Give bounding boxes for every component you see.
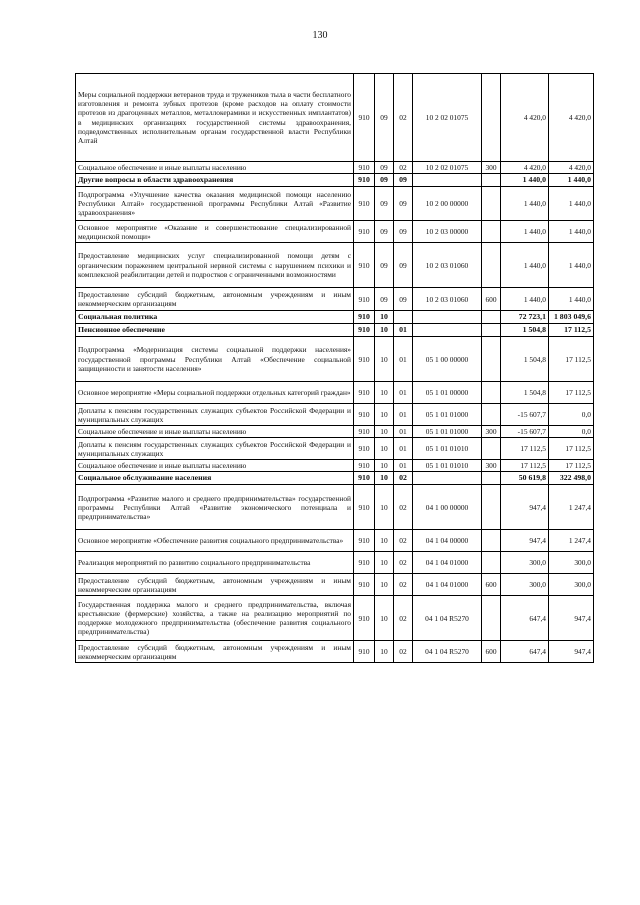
- table-row: [76, 460, 594, 472]
- item-name-cell: Доплаты к пенсиям государственных служащих субъектов Российской Федерации и муниципальных служащих: [76, 404, 354, 426]
- table-row: [76, 187, 594, 221]
- section-code-cell: 10: [375, 438, 394, 460]
- item-name-cell: Основное мероприятие «Меры социальной поддержки отдельных категорий граждан»: [76, 382, 354, 404]
- subsection-code-cell: 09: [394, 288, 413, 311]
- table-row: [76, 552, 594, 574]
- target-article-code-cell: 10 2 02 01075: [413, 162, 482, 174]
- section-code-cell: 10: [375, 574, 394, 596]
- subsection-code-cell: 01: [394, 460, 413, 472]
- grbs-code-cell: 910: [354, 472, 375, 485]
- expense-type-code-cell: 300: [482, 162, 501, 174]
- target-article-code-cell: [413, 311, 482, 324]
- target-article-code-cell: [413, 472, 482, 485]
- target-article-code-cell: 10 2 03 00000: [413, 221, 482, 243]
- target-article-code-cell: 05 1 01 01000: [413, 426, 482, 438]
- grbs-code-cell: 910: [354, 337, 375, 382]
- table-row: [76, 574, 594, 596]
- subsection-code-cell: 09: [394, 187, 413, 221]
- table-row: [76, 324, 594, 337]
- section-code-cell: 10: [375, 552, 394, 574]
- section-code-cell: 10: [375, 337, 394, 382]
- subsection-code-cell: 02: [394, 552, 413, 574]
- item-name-cell: Государственная поддержка малого и среднего предпринимательства, включая крестьянские (фермерские) хозяйства, а также на реализацию мероприятий по поддержке молодежного предпринимательства (обеспечение развития социального предпринимательства): [76, 596, 354, 641]
- amount-year-1-cell: 72 723,1: [501, 311, 549, 324]
- item-name-cell: Предоставление субсидий бюджетным, автономным учреждениям и иным некоммерческим организациям: [76, 288, 354, 311]
- item-name-cell: Подпрограмма «Улучшение качества оказания медицинской помощи населению Республики Алтай» государственной программы Республики Алтай «Развитие здравоохранения»: [76, 187, 354, 221]
- subsection-code-cell: [394, 311, 413, 324]
- amount-year-1-cell: 1 440,0: [501, 288, 549, 311]
- target-article-code-cell: 04 1 04 01000: [413, 574, 482, 596]
- expense-type-code-cell: [482, 174, 501, 187]
- grbs-code-cell: 910: [354, 382, 375, 404]
- section-code-cell: 09: [375, 288, 394, 311]
- grbs-code-cell: 910: [354, 485, 375, 530]
- subsection-code-cell: 02: [394, 641, 413, 663]
- amount-year-2-cell: 300,0: [549, 574, 594, 596]
- amount-year-1-cell: 1 504,8: [501, 382, 549, 404]
- item-name-cell: Пенсионное обеспечение: [76, 324, 354, 337]
- amount-year-1-cell: -15 607,7: [501, 404, 549, 426]
- section-code-cell: 09: [375, 243, 394, 288]
- grbs-code-cell: 910: [354, 243, 375, 288]
- amount-year-1-cell: 1 440,0: [501, 243, 549, 288]
- table-row: [76, 288, 594, 311]
- expense-type-code-cell: [482, 187, 501, 221]
- grbs-code-cell: 910: [354, 288, 375, 311]
- target-article-code-cell: 10 2 02 01075: [413, 74, 482, 162]
- grbs-code-cell: 910: [354, 324, 375, 337]
- expense-type-code-cell: [482, 74, 501, 162]
- item-name-cell: Другие вопросы в области здравоохранения: [76, 174, 354, 187]
- expense-type-code-cell: [482, 337, 501, 382]
- amount-year-2-cell: 947,4: [549, 641, 594, 663]
- item-name-cell: Реализация мероприятий по развитию социального предпринимательства: [76, 552, 354, 574]
- grbs-code-cell: 910: [354, 574, 375, 596]
- expense-type-code-cell: 300: [482, 460, 501, 472]
- subsection-code-cell: 01: [394, 438, 413, 460]
- amount-year-1-cell: 4 420,0: [501, 162, 549, 174]
- table-row: [76, 438, 594, 460]
- item-name-cell: Социальное обслуживание населения: [76, 472, 354, 485]
- table-row: [76, 221, 594, 243]
- amount-year-2-cell: 300,0: [549, 552, 594, 574]
- expense-type-code-cell: [482, 530, 501, 552]
- amount-year-2-cell: 17 112,5: [549, 438, 594, 460]
- target-article-code-cell: 04 1 00 00000: [413, 485, 482, 530]
- grbs-code-cell: 910: [354, 404, 375, 426]
- amount-year-2-cell: 1 247,4: [549, 530, 594, 552]
- section-code-cell: 10: [375, 472, 394, 485]
- amount-year-2-cell: 1 440,0: [549, 187, 594, 221]
- item-name-cell: Социальное обеспечение и иные выплаты населению: [76, 426, 354, 438]
- table-row: [76, 404, 594, 426]
- grbs-code-cell: 910: [354, 426, 375, 438]
- target-article-code-cell: 04 1 04 01000: [413, 552, 482, 574]
- amount-year-2-cell: 17 112,5: [549, 460, 594, 472]
- expense-type-code-cell: [482, 552, 501, 574]
- expense-type-code-cell: [482, 404, 501, 426]
- section-code-cell: 10: [375, 641, 394, 663]
- subsection-code-cell: 02: [394, 162, 413, 174]
- target-article-code-cell: 10 2 00 00000: [413, 187, 482, 221]
- item-name-cell: Меры социальной поддержки ветеранов труда и тружеников тыла в части бесплатного изготовления и ремонта зубных протезов (кроме расходов на оплату стоимости протезов из драгоценных металлов, металлокерамики и искусственных имплантатов) в медицинских организациях государственной системы здравоохранения, подведомственных исполнительным органам государственной власти Республики Алтай: [76, 74, 354, 162]
- table-row: [76, 174, 594, 187]
- target-article-code-cell: [413, 324, 482, 337]
- subsection-code-cell: 01: [394, 404, 413, 426]
- target-article-code-cell: 05 1 01 01000: [413, 404, 482, 426]
- amount-year-1-cell: 17 112,5: [501, 438, 549, 460]
- amount-year-1-cell: 947,4: [501, 530, 549, 552]
- amount-year-1-cell: 647,4: [501, 596, 549, 641]
- amount-year-1-cell: 1 440,0: [501, 221, 549, 243]
- grbs-code-cell: 910: [354, 174, 375, 187]
- section-code-cell: 09: [375, 174, 394, 187]
- amount-year-1-cell: 1 440,0: [501, 187, 549, 221]
- subsection-code-cell: 09: [394, 174, 413, 187]
- table-row: [76, 596, 594, 641]
- amount-year-1-cell: 1 440,0: [501, 174, 549, 187]
- subsection-code-cell: 01: [394, 426, 413, 438]
- amount-year-1-cell: 947,4: [501, 485, 549, 530]
- table-row: [76, 382, 594, 404]
- item-name-cell: Подпрограмма «Модернизация системы социальной поддержки населения» государственной программы Республики Алтай «Обеспечение социальной защищенности и занятости населения»: [76, 337, 354, 382]
- target-article-code-cell: 05 1 01 01010: [413, 460, 482, 472]
- amount-year-1-cell: 300,0: [501, 574, 549, 596]
- target-article-code-cell: 10 2 03 01060: [413, 288, 482, 311]
- item-name-cell: Социальное обеспечение и иные выплаты населению: [76, 460, 354, 472]
- section-code-cell: 10: [375, 460, 394, 472]
- amount-year-1-cell: 17 112,5: [501, 460, 549, 472]
- subsection-code-cell: 02: [394, 472, 413, 485]
- amount-year-2-cell: 1 440,0: [549, 243, 594, 288]
- table-row: [76, 426, 594, 438]
- section-code-cell: 10: [375, 426, 394, 438]
- item-name-cell: Социальное обеспечение и иные выплаты населению: [76, 162, 354, 174]
- section-code-cell: 10: [375, 485, 394, 530]
- section-code-cell: 10: [375, 530, 394, 552]
- target-article-code-cell: 05 1 01 01010: [413, 438, 482, 460]
- amount-year-2-cell: 4 420,0: [549, 162, 594, 174]
- amount-year-2-cell: 947,4: [549, 596, 594, 641]
- amount-year-2-cell: 4 420,0: [549, 74, 594, 162]
- amount-year-1-cell: 4 420,0: [501, 74, 549, 162]
- table-row: [76, 641, 594, 663]
- table-row: [76, 472, 594, 485]
- target-article-code-cell: 04 1 04 R5270: [413, 596, 482, 641]
- grbs-code-cell: 910: [354, 162, 375, 174]
- expense-type-code-cell: [482, 311, 501, 324]
- amount-year-2-cell: 1 440,0: [549, 288, 594, 311]
- amount-year-2-cell: 1 247,4: [549, 485, 594, 530]
- table-row: [76, 243, 594, 288]
- expense-type-code-cell: [482, 438, 501, 460]
- table-row: [76, 337, 594, 382]
- subsection-code-cell: 01: [394, 337, 413, 382]
- table-row: [76, 74, 594, 162]
- expense-type-code-cell: [482, 382, 501, 404]
- target-article-code-cell: 04 1 04 R5270: [413, 641, 482, 663]
- section-code-cell: 09: [375, 187, 394, 221]
- target-article-code-cell: 04 1 04 00000: [413, 530, 482, 552]
- grbs-code-cell: 910: [354, 311, 375, 324]
- expense-type-code-cell: [482, 221, 501, 243]
- grbs-code-cell: 910: [354, 530, 375, 552]
- expense-type-code-cell: [482, 243, 501, 288]
- table-row: [76, 485, 594, 530]
- amount-year-2-cell: 0,0: [549, 426, 594, 438]
- expense-type-code-cell: 600: [482, 288, 501, 311]
- section-code-cell: 10: [375, 404, 394, 426]
- item-name-cell: Предоставление медицинских услуг специализированной помощи детям с органическим поражением центральной нервной системы с нарушением психики и комплексной реабилитации детей и подростков с ограниченными возможностями: [76, 243, 354, 288]
- budget-table: [75, 73, 594, 663]
- grbs-code-cell: 910: [354, 438, 375, 460]
- amount-year-1-cell: 50 619,8: [501, 472, 549, 485]
- grbs-code-cell: 910: [354, 596, 375, 641]
- section-code-cell: 10: [375, 382, 394, 404]
- section-code-cell: 09: [375, 221, 394, 243]
- expense-type-code-cell: [482, 596, 501, 641]
- subsection-code-cell: 01: [394, 324, 413, 337]
- subsection-code-cell: 02: [394, 530, 413, 552]
- target-article-code-cell: 10 2 03 01060: [413, 243, 482, 288]
- table-row: [76, 530, 594, 552]
- amount-year-2-cell: 1 440,0: [549, 221, 594, 243]
- subsection-code-cell: 02: [394, 596, 413, 641]
- subsection-code-cell: 02: [394, 74, 413, 162]
- table-body: [76, 74, 594, 663]
- subsection-code-cell: 02: [394, 485, 413, 530]
- expense-type-code-cell: 300: [482, 426, 501, 438]
- section-code-cell: 10: [375, 324, 394, 337]
- table-row: [76, 311, 594, 324]
- table-row: [76, 162, 594, 174]
- amount-year-1-cell: 1 504,8: [501, 324, 549, 337]
- amount-year-2-cell: 322 498,0: [549, 472, 594, 485]
- amount-year-2-cell: 1 440,0: [549, 174, 594, 187]
- expense-type-code-cell: 600: [482, 574, 501, 596]
- expense-type-code-cell: [482, 472, 501, 485]
- amount-year-2-cell: 17 112,5: [549, 337, 594, 382]
- item-name-cell: Основное мероприятие «Оказание и совершенствование специализированной медицинской помощи»: [76, 221, 354, 243]
- grbs-code-cell: 910: [354, 552, 375, 574]
- grbs-code-cell: 910: [354, 74, 375, 162]
- amount-year-2-cell: 17 112,5: [549, 324, 594, 337]
- subsection-code-cell: 02: [394, 574, 413, 596]
- item-name-cell: Подпрограмма «Развитие малого и среднего предпринимательства» государственной программы Республики Алтай «Развитие экономического потенциала и предпринимательства»: [76, 485, 354, 530]
- amount-year-2-cell: 17 112,5: [549, 382, 594, 404]
- amount-year-1-cell: 1 504,8: [501, 337, 549, 382]
- amount-year-1-cell: 647,4: [501, 641, 549, 663]
- grbs-code-cell: 910: [354, 641, 375, 663]
- grbs-code-cell: 910: [354, 221, 375, 243]
- amount-year-2-cell: 1 803 049,6: [549, 311, 594, 324]
- item-name-cell: Предоставление субсидий бюджетным, автономным учреждениям и иным некоммерческим организациям: [76, 641, 354, 663]
- subsection-code-cell: 09: [394, 221, 413, 243]
- grbs-code-cell: 910: [354, 187, 375, 221]
- item-name-cell: Доплаты к пенсиям государственных служащих субъектов Российской Федерации и муниципальных служащих: [76, 438, 354, 460]
- expense-type-code-cell: 600: [482, 641, 501, 663]
- section-code-cell: 09: [375, 74, 394, 162]
- amount-year-1-cell: -15 607,7: [501, 426, 549, 438]
- target-article-code-cell: [413, 174, 482, 187]
- section-code-cell: 10: [375, 596, 394, 641]
- subsection-code-cell: 01: [394, 382, 413, 404]
- grbs-code-cell: 910: [354, 460, 375, 472]
- expense-type-code-cell: [482, 485, 501, 530]
- subsection-code-cell: 09: [394, 243, 413, 288]
- item-name-cell: Основное мероприятие «Обеспечение развития социального предпринимательства»: [76, 530, 354, 552]
- section-code-cell: 09: [375, 162, 394, 174]
- item-name-cell: Социальная политика: [76, 311, 354, 324]
- target-article-code-cell: 05 1 01 00000: [413, 382, 482, 404]
- expense-type-code-cell: [482, 324, 501, 337]
- item-name-cell: Предоставление субсидий бюджетным, автономным учреждениям и иным некоммерческим организациям: [76, 574, 354, 596]
- target-article-code-cell: 05 1 00 00000: [413, 337, 482, 382]
- amount-year-2-cell: 0,0: [549, 404, 594, 426]
- section-code-cell: 10: [375, 311, 394, 324]
- amount-year-1-cell: 300,0: [501, 552, 549, 574]
- page-number: 130: [312, 30, 328, 41]
